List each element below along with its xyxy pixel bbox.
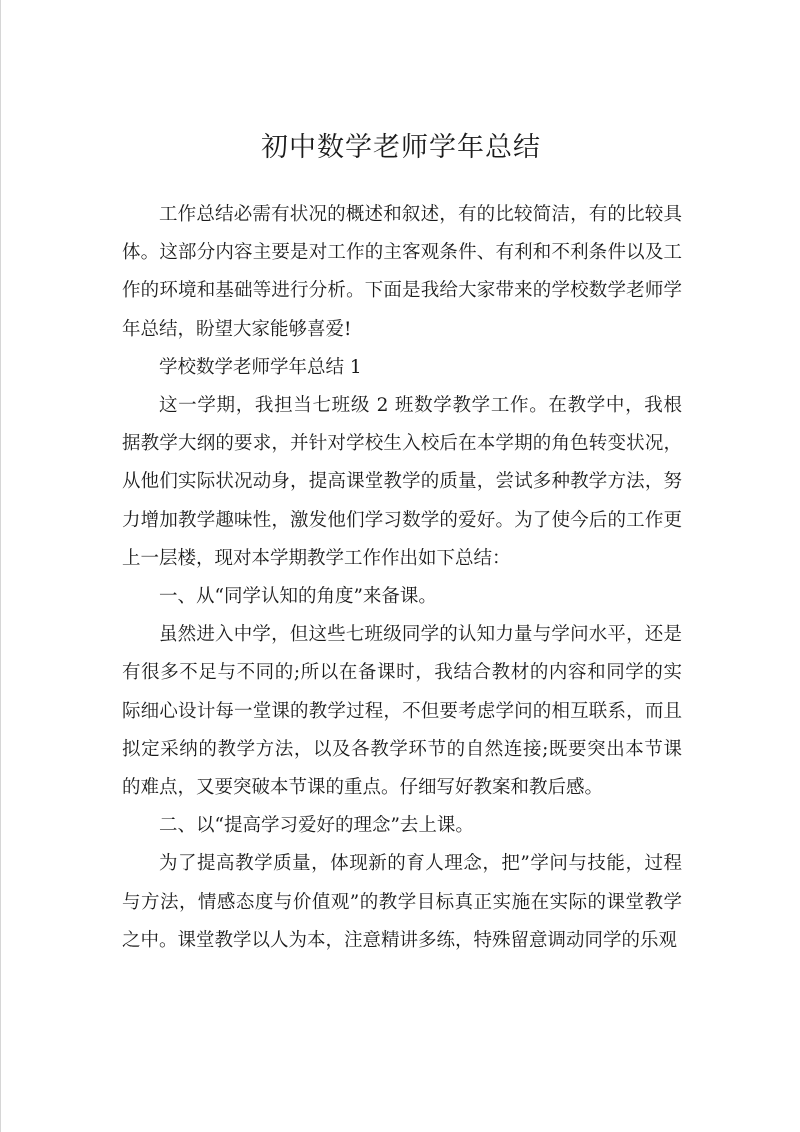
section-heading-lesson-prep: 一、从“同学认知的角度”来备课。 bbox=[159, 586, 437, 608]
intro-paragraph: 工作总结必需有状况的概述和叙述，有的比较简洁，有的比较具体。这部分内容主要是对工作的主客观条件、有利和不利条件以及工作的环境和基础等进行分析。下面是我给大家带来的学校数学老师学年总结，盼望大家能够喜爱! bbox=[122, 204, 682, 340]
teaching-paragraph: 为了提高教学质量，体现新的育人理念，把”学问与技能，过程与方法，情感态度与价值观”的教学目标真正实施在实际的课堂教学之中。课堂教学以人为本，注意精讲多练，特殊留意调动同学的乐观 bbox=[122, 853, 682, 951]
summary-paragraph: 这一学期，我担当七班级 2 班数学教学工作。在教学中，我根据教学大纲的要求，并针对学校生入校后在本学期的角色转变状况，从他们实际状况动身，提高课堂教学的质量，尝试多种教学方法，努力增加教学趣味性，激发他们学习数学的爱好。为了使今后的工作更上一层楼，现对本学期教学工作作出如下总结： bbox=[122, 395, 682, 569]
lesson-prep-paragraph: 虽然进入中学，但这些七班级同学的认知力量与学问水平，还是有很多不足与不同的;所以在备课时，我结合教材的内容和同学的实际细心设计每一堂课的教学过程，不但要考虑学问的相互联系，而且拟定采纳的教学方法，以及各教学环节的自然连接;既要突出本节课的难点，又要突破本节课的重点。仔细写好教案和教后感。 bbox=[122, 624, 682, 799]
section-heading-teaching: 二、以“提高学习爱好的理念”去上课。 bbox=[159, 815, 474, 837]
section-heading-summary-1: 学校数学老师学年总结 1 bbox=[159, 356, 362, 378]
document-title: 初中数学老师学年总结 bbox=[261, 132, 541, 163]
document-body bbox=[122, 196, 682, 960]
